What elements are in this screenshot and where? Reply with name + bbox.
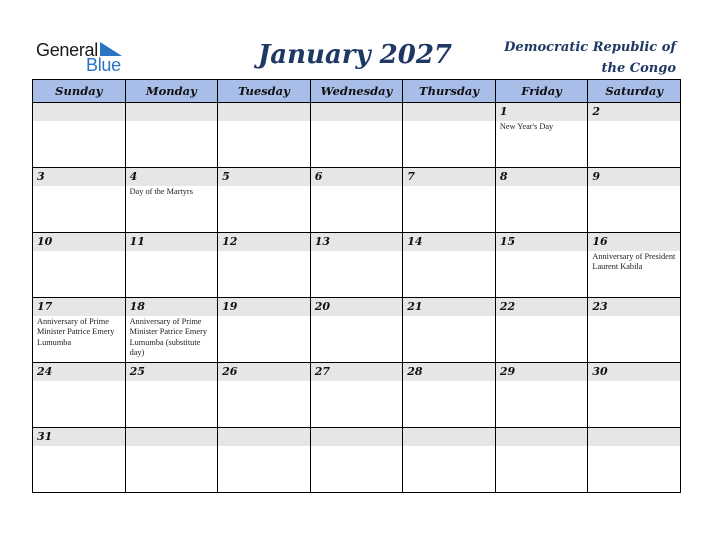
weekday-header: Wednesday <box>310 80 403 103</box>
day-cell <box>495 233 588 298</box>
day-cell <box>125 363 218 428</box>
day-number-bar <box>403 363 495 381</box>
day-cell <box>495 363 588 428</box>
day-number: 6 <box>314 170 323 183</box>
day-number: 19 <box>222 300 238 313</box>
day-number-bar <box>33 168 125 186</box>
day-number-bar <box>311 103 403 121</box>
day-number: 27 <box>314 365 330 378</box>
day-number: 16 <box>592 235 608 248</box>
day-cell <box>125 168 218 233</box>
day-cell <box>125 103 218 168</box>
day-cell <box>33 298 126 363</box>
day-cell <box>588 428 681 493</box>
day-number: 9 <box>592 170 601 183</box>
day-number-bar <box>403 168 495 186</box>
day-number-bar <box>311 363 403 381</box>
day-number-bar <box>311 298 403 316</box>
day-number: 1 <box>499 105 508 118</box>
day-number: 26 <box>222 365 238 378</box>
logo-general-text: General <box>36 40 98 60</box>
day-cell <box>218 363 311 428</box>
weekday-header: Saturday <box>588 80 681 103</box>
day-number: 23 <box>592 300 608 313</box>
day-cell <box>125 233 218 298</box>
day-number-bar <box>496 298 588 316</box>
day-cell <box>125 428 218 493</box>
day-number: 4 <box>129 170 138 183</box>
day-number-bar <box>588 428 680 446</box>
day-number-bar <box>218 298 310 316</box>
holiday-note: Anniversary of President Laurent Kabila <box>592 252 676 272</box>
day-number: 11 <box>129 235 145 248</box>
day-cell <box>33 428 126 493</box>
day-number: 25 <box>129 365 145 378</box>
day-number: 10 <box>37 235 53 248</box>
day-number: 13 <box>314 235 330 248</box>
day-number-bar <box>126 103 218 121</box>
holiday-note: Day of the Martyrs <box>129 187 193 196</box>
day-number: 30 <box>592 365 608 378</box>
week-row <box>33 168 681 233</box>
day-number-bar <box>588 363 680 381</box>
day-number-bar <box>218 103 310 121</box>
day-number-bar <box>33 103 125 121</box>
day-number: 21 <box>407 300 423 313</box>
day-cell <box>33 233 126 298</box>
day-number: 15 <box>499 235 516 248</box>
day-cell <box>403 363 496 428</box>
country-line-2: the Congo <box>601 61 676 76</box>
day-cell <box>403 168 496 233</box>
day-number-bar <box>311 168 403 186</box>
day-number-bar <box>126 298 218 316</box>
day-number-bar <box>33 298 125 316</box>
day-cell <box>403 298 496 363</box>
day-cell <box>218 233 311 298</box>
day-number-bar <box>496 428 588 446</box>
week-row <box>33 363 681 428</box>
weekday-header: Friday <box>495 80 588 103</box>
day-number: 24 <box>37 365 53 378</box>
day-number-bar <box>218 428 310 446</box>
day-cell <box>310 363 403 428</box>
day-number-bar <box>33 428 125 446</box>
day-number-bar <box>496 233 588 251</box>
logo-blue-text: Blue <box>86 55 121 75</box>
day-number: 7 <box>407 170 415 183</box>
day-cell <box>495 168 588 233</box>
day-number-bar <box>33 233 125 251</box>
day-cell <box>33 363 126 428</box>
day-number: 17 <box>37 300 53 313</box>
day-cell <box>218 103 311 168</box>
weekday-header-row <box>33 80 681 103</box>
day-cell <box>125 298 218 363</box>
day-number-bar <box>311 428 403 446</box>
weekday-header: Monday <box>125 80 218 103</box>
day-cell <box>495 103 588 168</box>
day-number: 20 <box>314 300 330 313</box>
holiday-note: New Year's Day <box>499 122 554 131</box>
day-number-bar <box>218 363 310 381</box>
day-number-bar <box>33 363 125 381</box>
day-number: 31 <box>37 430 53 443</box>
day-number-bar <box>403 103 495 121</box>
day-cell <box>218 428 311 493</box>
holiday-note: Anniversary of Prime Minister Patrice Emery Lumumba (substitute day) <box>129 317 207 357</box>
week-row <box>33 428 681 493</box>
week-row <box>33 298 681 363</box>
day-cell <box>588 233 681 298</box>
day-number: 29 <box>499 365 516 378</box>
day-cell <box>403 233 496 298</box>
day-cell <box>588 298 681 363</box>
week-row <box>33 103 681 168</box>
week-row <box>33 233 681 298</box>
day-number: 14 <box>407 235 423 248</box>
day-number-bar <box>403 233 495 251</box>
day-cell <box>218 168 311 233</box>
day-cell <box>588 168 681 233</box>
day-number: 28 <box>407 365 423 378</box>
day-number: 18 <box>129 300 145 313</box>
day-number: 8 <box>499 170 508 183</box>
day-cell <box>310 168 403 233</box>
weekday-header: Thursday <box>403 80 496 103</box>
holiday-note: Anniversary of Prime Minister Patrice Emery Lumumba <box>37 317 115 347</box>
country-name <box>470 37 676 79</box>
day-number-bar <box>126 168 218 186</box>
day-number-bar <box>126 233 218 251</box>
day-number-bar <box>496 168 588 186</box>
day-number-bar <box>496 363 588 381</box>
day-number-bar <box>126 428 218 446</box>
day-cell <box>588 363 681 428</box>
day-number-bar <box>403 298 495 316</box>
day-cell <box>588 103 681 168</box>
day-cell <box>33 103 126 168</box>
logo-triangle-icon <box>100 42 122 56</box>
calendar-grid <box>32 79 681 493</box>
calendar-title: January 2027 <box>257 40 453 70</box>
day-cell <box>310 298 403 363</box>
day-number-bar <box>311 233 403 251</box>
day-number: 22 <box>499 300 516 313</box>
day-number-bar <box>496 103 588 121</box>
day-number: 3 <box>37 170 45 183</box>
day-cell <box>495 298 588 363</box>
logo <box>36 40 136 74</box>
day-number-bar <box>126 363 218 381</box>
weekday-header: Sunday <box>33 80 126 103</box>
day-number-bar <box>588 233 680 251</box>
weekday-header: Tuesday <box>218 80 311 103</box>
day-number-bar <box>403 428 495 446</box>
day-number-bar <box>218 168 310 186</box>
day-cell <box>403 103 496 168</box>
day-cell <box>33 168 126 233</box>
day-cell <box>310 233 403 298</box>
day-cell <box>310 428 403 493</box>
day-number: 2 <box>592 105 601 118</box>
day-cell <box>218 298 311 363</box>
day-number-bar <box>588 168 680 186</box>
day-number: 5 <box>222 170 230 183</box>
day-cell <box>403 428 496 493</box>
day-number-bar <box>588 103 680 121</box>
day-number: 12 <box>222 235 238 248</box>
day-number-bar <box>218 233 310 251</box>
day-cell <box>310 103 403 168</box>
country-line-1: Democratic Republic of <box>504 40 676 55</box>
day-cell <box>495 428 588 493</box>
day-number-bar <box>588 298 680 316</box>
